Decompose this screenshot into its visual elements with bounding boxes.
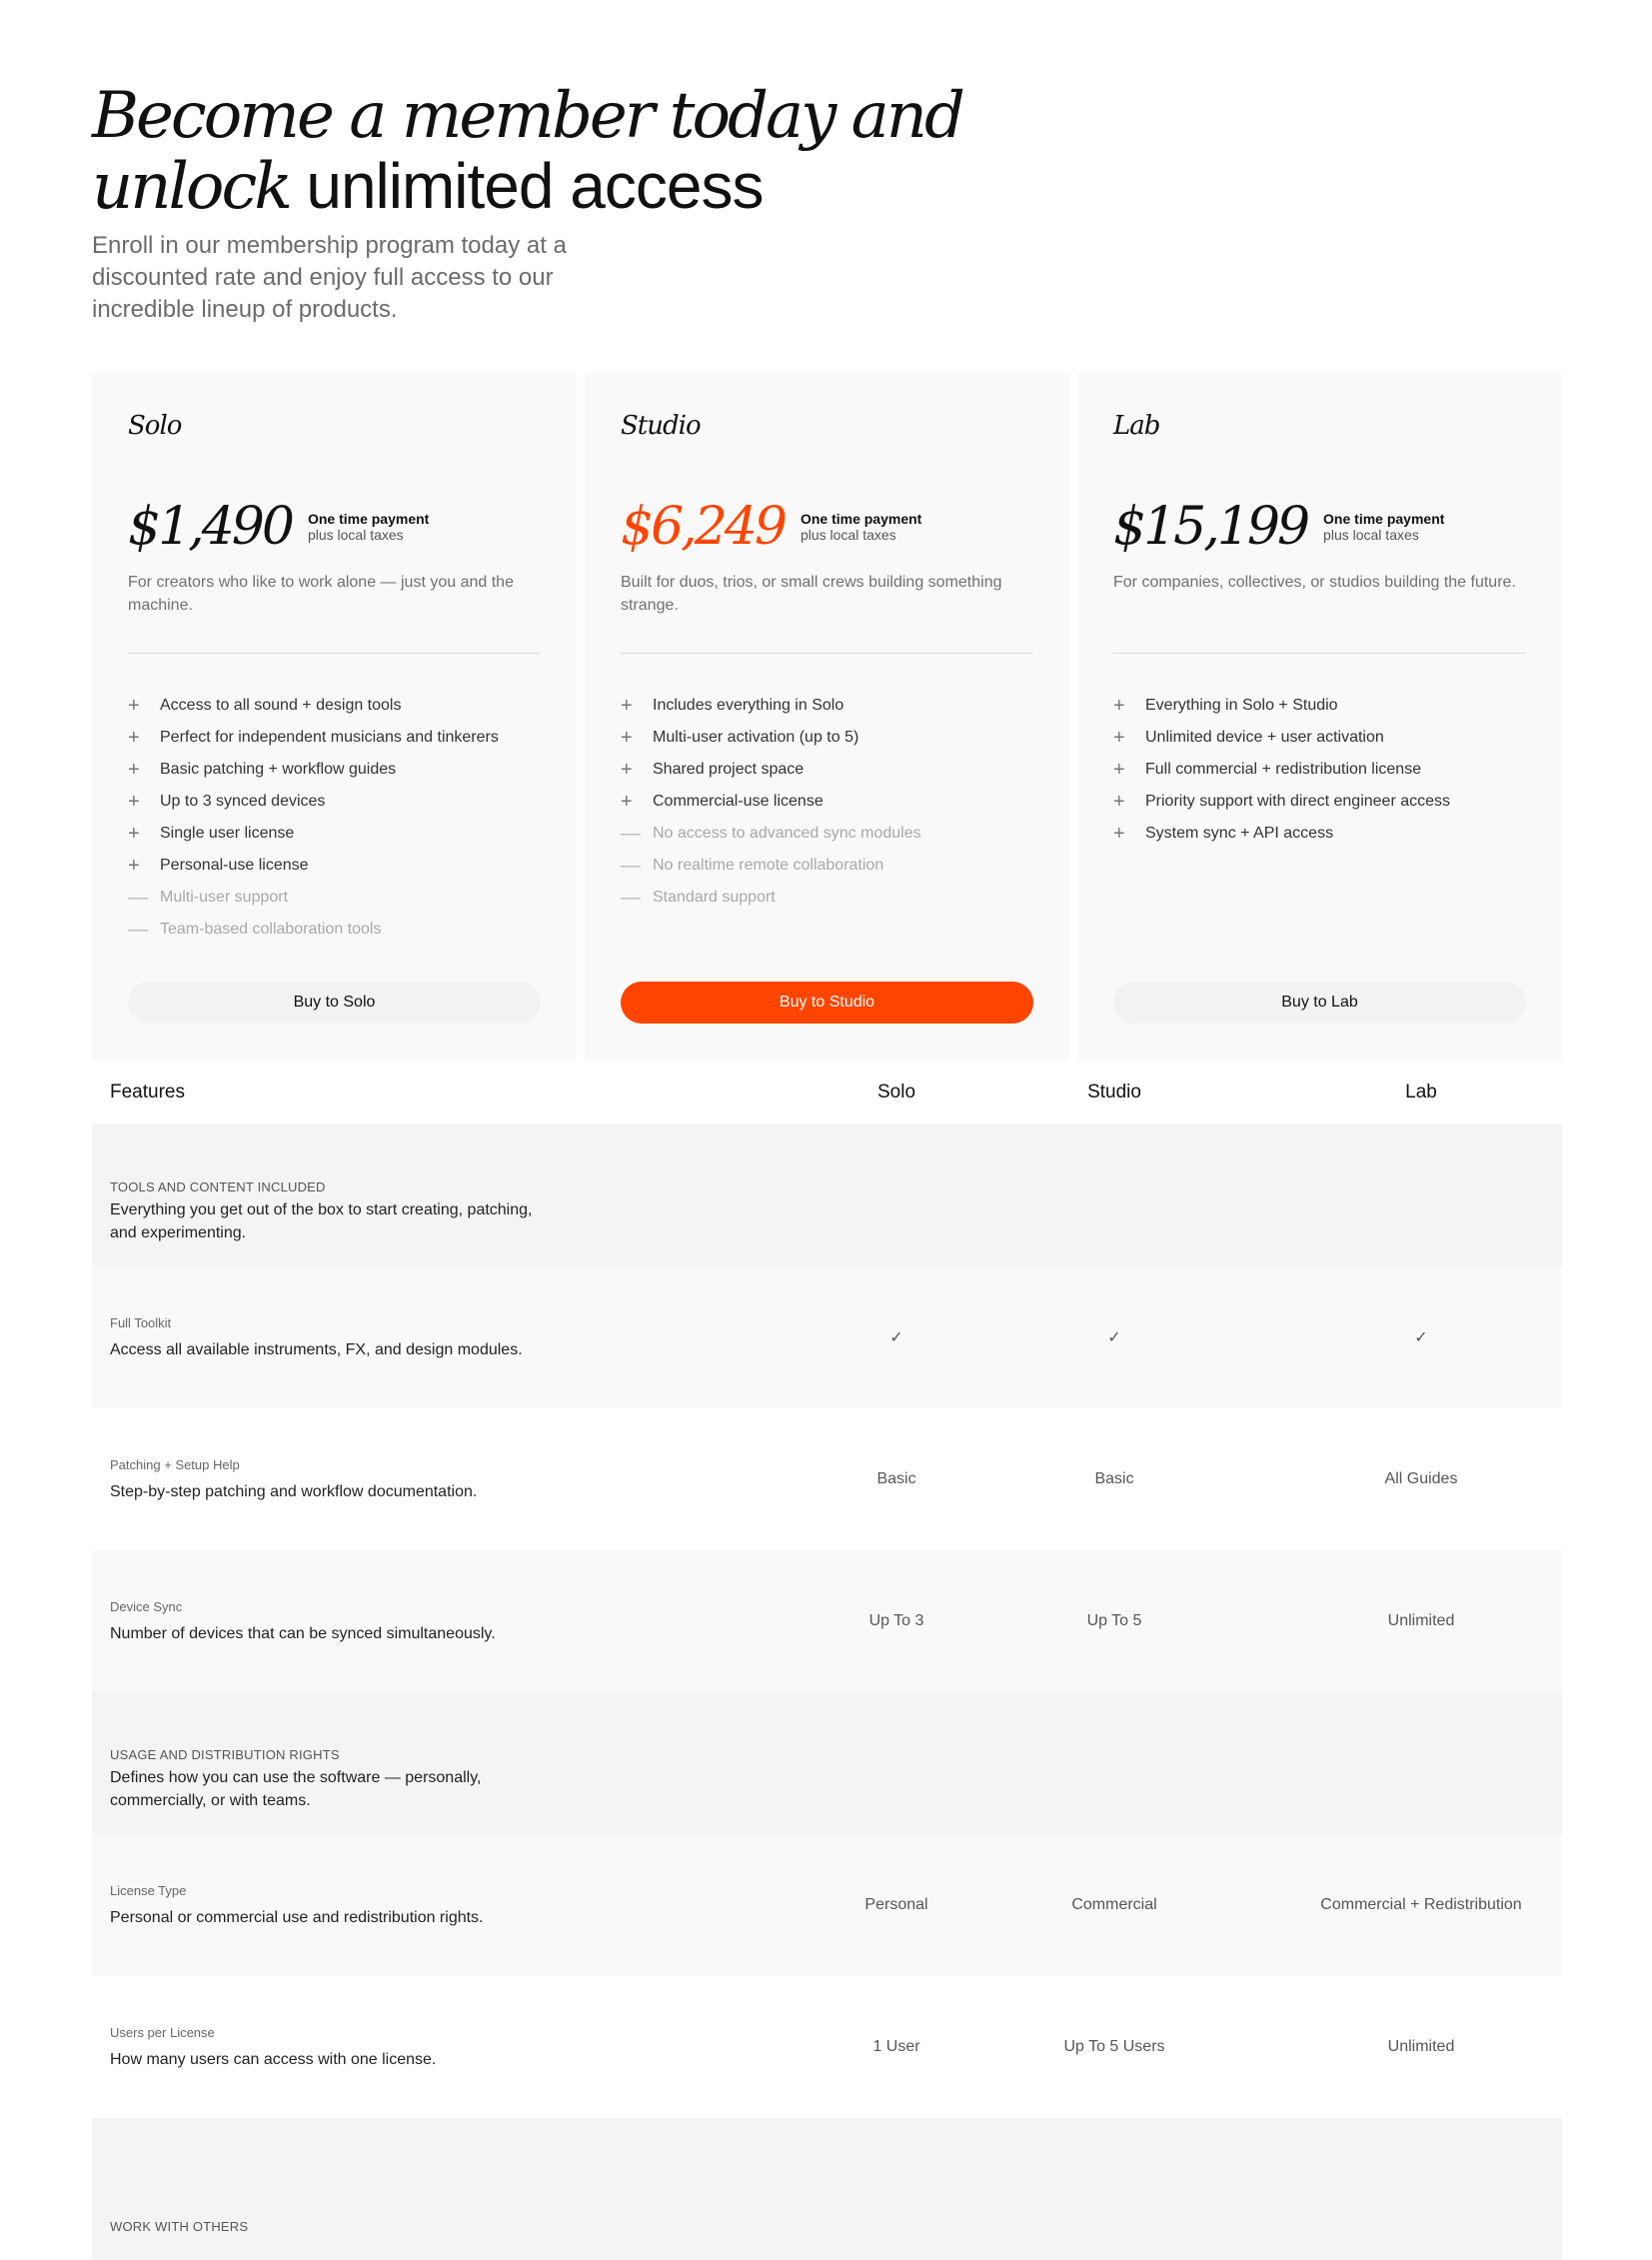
- title-line-1: Become a member today and: [92, 79, 962, 153]
- list-item: [621, 722, 1033, 754]
- plus-icon: +: [621, 790, 633, 813]
- price-meta: [1323, 511, 1444, 543]
- divider: [1113, 653, 1526, 654]
- plus-icon: +: [128, 694, 140, 717]
- minus-icon: —: [621, 854, 641, 877]
- table-body: [92, 1125, 1562, 2260]
- row-label: [110, 1408, 550, 1550]
- plan-description: For creators who like to work alone — just you and the machine.: [128, 574, 514, 614]
- tax-note: plus local taxes: [800, 527, 896, 543]
- table-cell: Unlimited: [1387, 2038, 1455, 2055]
- row-label: [110, 1692, 550, 1834]
- row-description: Number of devices that can be synced simultaneously.: [110, 1624, 496, 1642]
- list-item: [128, 818, 541, 850]
- list-item: [1113, 818, 1526, 850]
- row-title: Users per License: [110, 2024, 215, 2040]
- hero: [92, 80, 991, 326]
- check-icon: ✓: [889, 1329, 903, 1346]
- plan-card-solo: [92, 373, 577, 1061]
- plus-icon: +: [1113, 822, 1125, 845]
- feature-label: Shared project space: [653, 761, 805, 778]
- plus-icon: +: [1113, 758, 1125, 781]
- plus-icon: +: [128, 790, 140, 813]
- plus-icon: +: [621, 726, 633, 749]
- plan-description: Built for duos, trios, or small crews building something strange.: [621, 574, 1002, 614]
- row-label: [110, 1125, 550, 1266]
- feature-label: Includes everything in Solo: [653, 697, 844, 714]
- header-solo: Solo: [876, 1082, 916, 1103]
- feature-label: Personal-use license: [160, 857, 309, 874]
- minus-icon: —: [128, 918, 148, 941]
- price-row: [1113, 497, 1526, 557]
- table-section-row: [92, 1692, 1562, 1834]
- row-title: TOOLS AND CONTENT INCLUDED: [110, 1179, 326, 1194]
- plus-icon: +: [128, 854, 140, 877]
- feature-label: Multi-user support: [160, 889, 289, 906]
- table-cell: Commercial: [1071, 1896, 1157, 1913]
- feature-label: System sync + API access: [1145, 825, 1334, 842]
- hero-subtitle: Enroll in our membership program today at a discounted rate and enjoy full access to our incredible lineup of products.: [92, 232, 567, 323]
- title-sans-words: unlimited access: [306, 150, 764, 222]
- plus-icon: +: [128, 758, 140, 781]
- price-meta: [308, 511, 429, 543]
- table-row: [92, 1834, 1562, 1976]
- table-row: [92, 1408, 1562, 1550]
- feature-label: Single user license: [160, 825, 295, 842]
- row-description: Everything you get out of the box to start creating, patching, and experimenting.: [110, 1201, 533, 1241]
- feature-label: Priority support with direct engineer access: [1145, 793, 1451, 810]
- header-features: Features: [110, 1082, 185, 1103]
- list-item: [128, 786, 541, 818]
- table-cell: Commercial + Redistribution: [1320, 1896, 1522, 1913]
- check-icon: ✓: [1107, 1329, 1121, 1346]
- table-cell: Up To 5: [1086, 1612, 1142, 1629]
- row-label: [110, 1976, 550, 2118]
- header-lab: Lab: [1405, 1082, 1437, 1103]
- row-description: Personal or commercial use and redistribution rights.: [110, 1908, 484, 1926]
- table-row: [92, 1266, 1562, 1408]
- table-cell: Up To 5 Users: [1063, 2038, 1165, 2055]
- list-item: [128, 850, 541, 882]
- list-item: [1113, 722, 1526, 754]
- list-item: [1113, 786, 1526, 818]
- plan-name: Solo: [128, 411, 182, 441]
- plan-price: $6,249: [621, 497, 785, 557]
- row-title: Full Toolkit: [110, 1314, 172, 1330]
- list-item: [128, 690, 541, 722]
- plus-icon: +: [128, 822, 140, 845]
- price-row: [621, 497, 1033, 557]
- minus-icon: —: [621, 822, 641, 845]
- comparison-table: [92, 1061, 1562, 2260]
- feature-label: Full commercial + redistribution license: [1145, 761, 1422, 778]
- payment-type: One time payment: [307, 511, 430, 527]
- divider: [621, 653, 1033, 654]
- tax-note: plus local taxes: [307, 527, 404, 543]
- minus-icon: —: [128, 886, 148, 909]
- plan-price: $1,490: [128, 497, 292, 557]
- list-item: [128, 882, 541, 914]
- feature-label: Standard support: [653, 889, 776, 906]
- feature-label: Multi-user activation (up to 5): [653, 729, 859, 746]
- feature-label: Unlimited device + user activation: [1145, 729, 1384, 746]
- feature-list: [128, 690, 541, 946]
- table-cell: Basic: [1094, 1470, 1134, 1487]
- row-description: Step-by-step patching and workflow documentation.: [110, 1482, 478, 1500]
- buy-studio-button[interactable]: Buy to Studio: [621, 982, 1033, 1024]
- list-item: [621, 850, 1033, 882]
- feature-list: [621, 690, 1033, 914]
- list-item: [128, 722, 541, 754]
- feature-label: Basic patching + workflow guides: [160, 761, 397, 778]
- feature-label: Everything in Solo + Studio: [1145, 697, 1338, 714]
- list-item: [621, 786, 1033, 818]
- feature-label: Commercial-use license: [653, 793, 824, 810]
- plan-description: For companies, collectives, or studios building the future.: [1113, 574, 1516, 591]
- plus-icon: +: [1113, 790, 1125, 813]
- plus-icon: +: [128, 726, 140, 749]
- feature-label: No realtime remote collaboration: [653, 857, 884, 874]
- feature-label: Team-based collaboration tools: [160, 921, 382, 938]
- feature-list: [1113, 690, 1526, 850]
- buy-solo-button[interactable]: Buy to Solo: [128, 982, 541, 1024]
- table-row: [92, 1550, 1562, 1692]
- row-label: [110, 1550, 550, 1692]
- row-description: Defines how you can use the software — personally, commercially, or with teams.: [110, 1769, 482, 1809]
- row-title: License Type: [110, 1882, 187, 1898]
- list-item: [621, 754, 1033, 786]
- plan-name: Lab: [1113, 411, 1160, 441]
- plus-icon: +: [621, 694, 633, 717]
- feature-label: Perfect for independent musicians and tinkerers: [160, 729, 499, 746]
- table-cell: Unlimited: [1387, 1612, 1455, 1629]
- plan-card-lab: [1077, 373, 1562, 1061]
- plus-icon: +: [1113, 726, 1125, 749]
- payment-type: One time payment: [800, 511, 922, 527]
- table-cell: Personal: [864, 1896, 928, 1913]
- feature-label: Access to all sound + design tools: [160, 697, 402, 714]
- row-label: [110, 1266, 550, 1408]
- divider: [128, 653, 541, 654]
- row-title: Device Sync: [110, 1598, 183, 1614]
- title-italic-word: unlock: [92, 150, 291, 224]
- page-title: [92, 80, 991, 222]
- check-icon: ✓: [1414, 1329, 1428, 1346]
- minus-icon: —: [621, 886, 641, 909]
- table-section-row: [92, 1125, 1562, 1266]
- row-label: [110, 2118, 550, 2260]
- row-description: How many users can access with one license.: [110, 2050, 437, 2068]
- plus-icon: +: [1113, 694, 1125, 717]
- feature-label: No access to advanced sync modules: [653, 825, 921, 842]
- list-item: [128, 914, 541, 946]
- table-section-row: [92, 2118, 1562, 2260]
- list-item: [1113, 690, 1526, 722]
- row-label: [110, 1834, 550, 1976]
- payment-type: One time payment: [1323, 511, 1445, 527]
- list-item: [1113, 754, 1526, 786]
- price-row: [128, 497, 541, 557]
- table-cell: Basic: [876, 1470, 916, 1487]
- header-studio: Studio: [1087, 1082, 1141, 1103]
- list-item: [621, 882, 1033, 914]
- list-item: [128, 754, 541, 786]
- plan-price: $15,199: [1113, 497, 1308, 557]
- pricing-plans: [92, 373, 1562, 1061]
- plus-icon: +: [621, 758, 633, 781]
- row-description: Access all available instruments, FX, and design modules.: [110, 1340, 523, 1358]
- row-title: Patching + Setup Help: [110, 1456, 240, 1472]
- row-title: USAGE AND DISTRIBUTION RIGHTS: [110, 1747, 340, 1762]
- price-meta: [801, 511, 921, 543]
- table-cell: Up To 3: [868, 1612, 924, 1629]
- buy-lab-button[interactable]: Buy to Lab: [1113, 982, 1526, 1024]
- list-item: [621, 690, 1033, 722]
- feature-label: Up to 3 synced devices: [160, 793, 326, 810]
- list-item: [621, 818, 1033, 850]
- tax-note: plus local taxes: [1323, 527, 1419, 543]
- table-row: [92, 1976, 1562, 2118]
- table-header: [92, 1061, 1562, 1125]
- plan-name: Studio: [621, 411, 701, 441]
- table-cell: 1 User: [872, 2038, 920, 2055]
- table-cell: All Guides: [1384, 1470, 1458, 1487]
- plan-card-studio: [585, 373, 1069, 1061]
- row-title: WORK WITH OTHERS: [110, 2219, 249, 2234]
